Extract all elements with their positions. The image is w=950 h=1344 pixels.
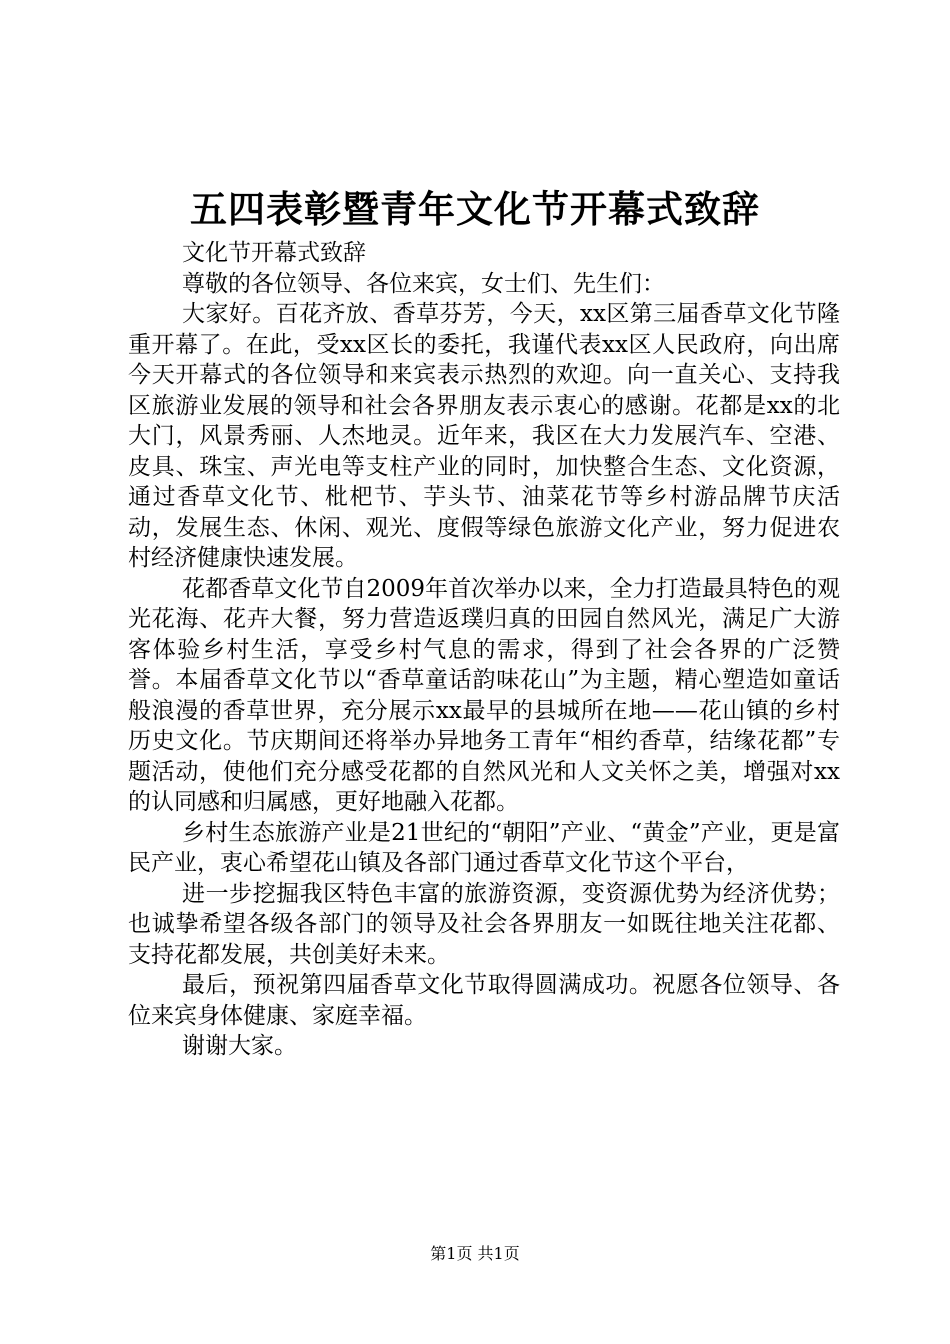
document-title: 五四表彰暨青年文化节开幕式致辞: [190, 187, 760, 231]
paragraph-subtitle: 文化节开幕式致辞: [182, 240, 367, 266]
document-body: [128, 238, 840, 1062]
page-number-footer: 第1页 共1页: [430, 1244, 520, 1263]
paragraph-welcome: 大家好。百花齐放、香草芬芳，今天，xx区第三届香草文化节隆重开幕了。在此，受xx区长的委托，我谨代表xx区人民政府，向出席今天开幕式的各位领导和来宾表示热烈的欢迎。向一直关心、支持我区旅游业发展的领导和社会各界朋友表示衷心的感谢。花都是xx的北大门，风景秀丽、人杰地灵。近年来，我区在大力发展汽车、空港、皮具、珠宝、声光电等支柱产业的同时，加快整合生态、文化资源，通过香草文化节、枇杷节、芋头节、油菜花节等乡村游品牌节庆活动，发展生态、休闲、观光、度假等绿色旅游文化产业，努力促进农村经济健康快速发展。: [128, 301, 840, 571]
paragraph-further-development: 进一步挖掘我区特色丰富的旅游资源，变资源优势为经济优势；也诚挚希望各级各部门的领导及社会各界朋友一如既往地关注花都、支持花都发展，共创美好未来。: [128, 880, 840, 968]
paragraph-thanks: 谢谢大家。: [182, 1033, 298, 1059]
paragraph-eco-tourism: 乡村生态旅游产业是21世纪的“朝阳”产业、“黄金”产业，更是富民产业，衷心希望花山镇及各部门通过香草文化节这个平台，: [128, 819, 840, 876]
paragraph-salutation: 尊敬的各位领导、各位来宾，女士们、先生们：: [182, 270, 666, 297]
paragraph-festival-history: 花都香草文化节自2009年首次举办以来，全力打造最具特色的观光花海、花卉大餐，努力营造返璞归真的田园自然风光，满足广大游客体验乡村生活，享受乡村气息的需求，得到了社会各界的广泛赞誉。本届香草文化节以“香草童话韵味花山”为主题，精心塑造如童话般浪漫的香草世界，充分展示xx最早的县城所在地——花山镇的乡村历史文化。节庆期间还将举办异地务工青年“相约香草，结缘花都”专题活动，使他们充分感受花都的自然风光和人文关怀之美，增强对xx的认同感和归属感，更好地融入花都。: [128, 575, 840, 815]
paragraph-closing-wishes: 最后，预祝第四届香草文化节取得圆满成功。祝愿各位领导、各位来宾身体健康、家庭幸福。: [128, 972, 840, 1029]
